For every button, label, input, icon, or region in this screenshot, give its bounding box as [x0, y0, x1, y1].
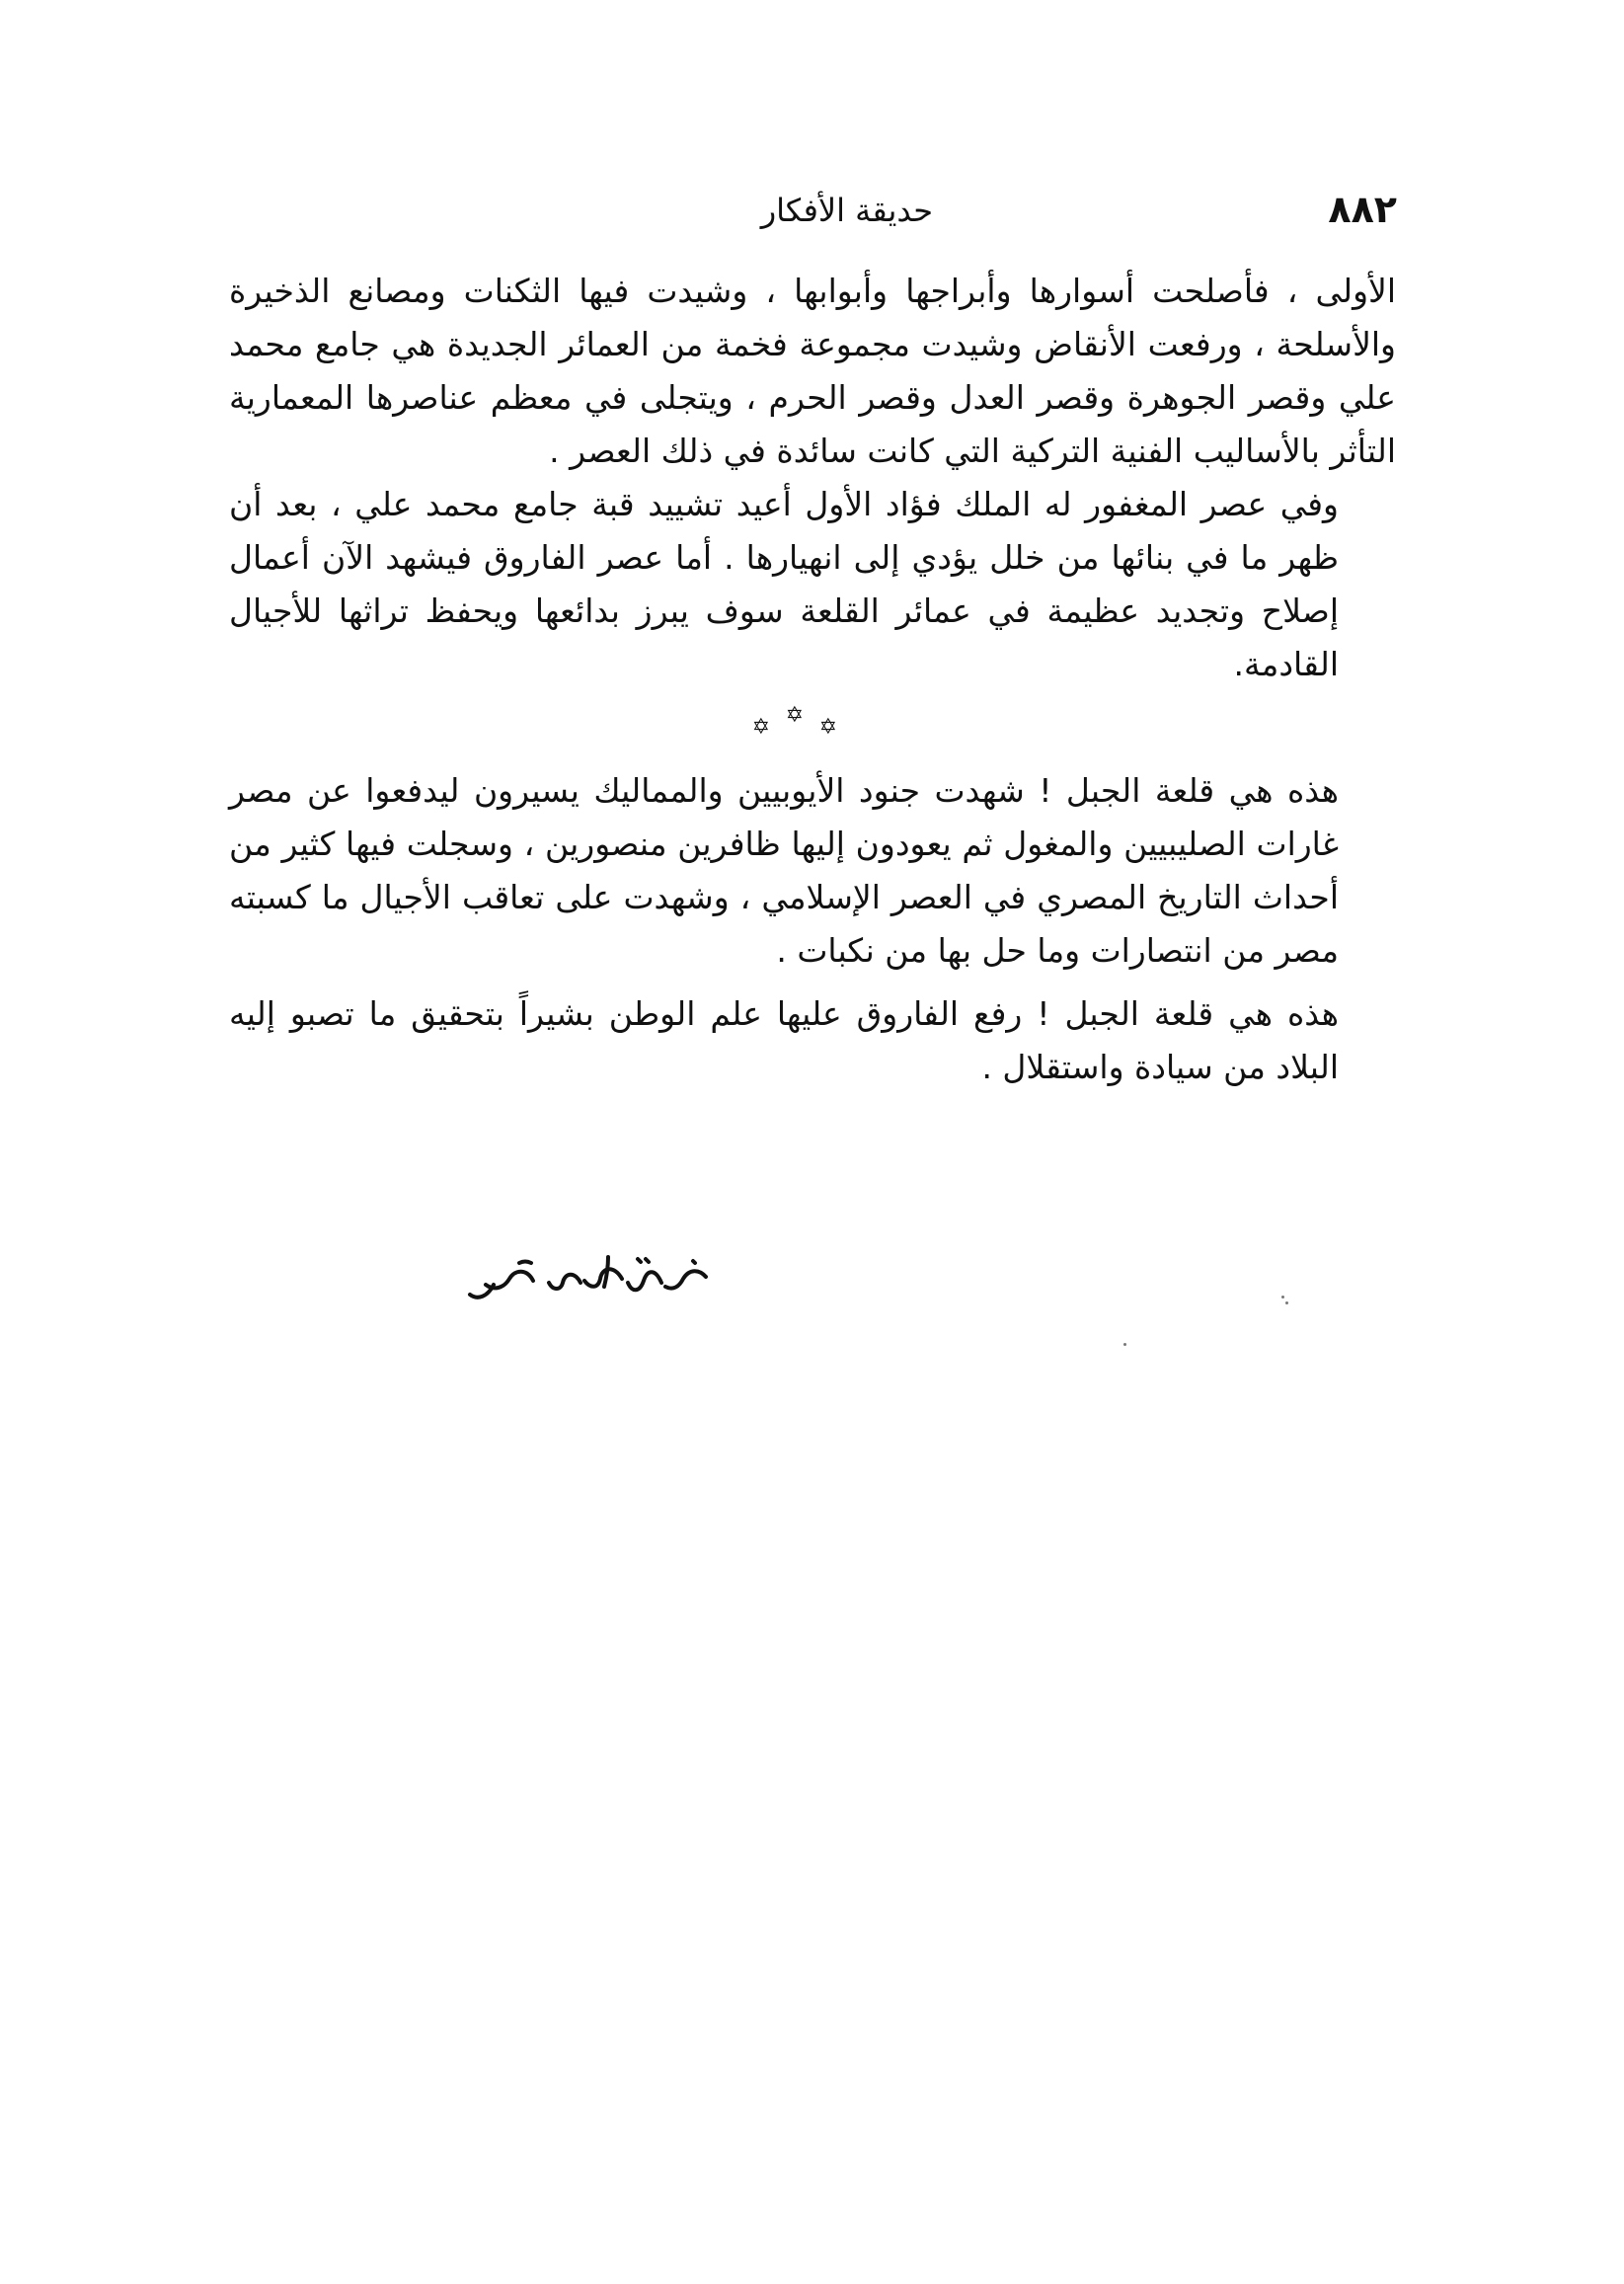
- author-signature: [464, 1239, 721, 1308]
- scan-speck: [1123, 1343, 1126, 1346]
- handwritten-signature: [464, 1239, 721, 1308]
- star-ornament-icon: ✡: [785, 703, 804, 728]
- section-separator: [229, 691, 1396, 764]
- paragraph-4: هذه هي قلعة الجبل ! رفع الفاروق عليها علم الوطن بشيراً بتحقيق ما تصبو إليه البلاد من سيادة واستقلال .: [229, 994, 1339, 1086]
- scan-speck: [1285, 1301, 1288, 1304]
- running-title: حديقة الأفكار: [760, 192, 933, 229]
- paragraph-2: وفي عصر المغفور له الملك فؤاد الأول أعيد تشييد قبة جامع محمد علي ، بعد أن ظهر ما في بنائها من خلل يؤدي إلى انهيارها . أما عصر الفاروق فيشهد الآن أعمال إصلاح وتجديد عظيمة في عمائر القلعة سوف يبرز بدائعها ويحفظ تراثها للأجيال القادمة.: [229, 485, 1339, 683]
- paragraph-3: هذه هي قلعة الجبل ! شهدت جنود الأيوبيين والمماليك يسيرون ليدفعوا عن مصر غارات الصليبيين والمغول ثم يعودون إليها ظافرين منصورين ، وسجلت فيها كثير من أحداث التاريخ المصري في العصر الإسلامي ، وشهدت على تعاقب الأجيال ما كسبته مصر من انتصارات وما حل بها من نكبات .: [229, 771, 1339, 970]
- page-header: [227, 188, 1397, 247]
- star-ornament-icon: ✡: [751, 715, 770, 740]
- scan-speck: [1281, 1296, 1284, 1299]
- page-number: ٨٨٢: [1328, 188, 1397, 231]
- body-text: [229, 265, 1396, 1094]
- paragraph-1: الأولى ، فأصلحت أسوارها وأبراجها وأبوابها ، وشيدت فيها الثكنات ومصانع الذخيرة والأسلحة ، ورفعت الأنقاض وشيدت مجموعة فخمة من العمائر الجديدة هي جامع محمد علي وقصر الجوهرة وقصر العدل وقصر الحرم ، ويتجلى في معظم عناصرها المعمارية التأثر بالأساليب الفنية التركية التي كانت سائدة في ذلك العصر .: [229, 272, 1396, 470]
- star-ornament-icon: ✡: [818, 715, 837, 740]
